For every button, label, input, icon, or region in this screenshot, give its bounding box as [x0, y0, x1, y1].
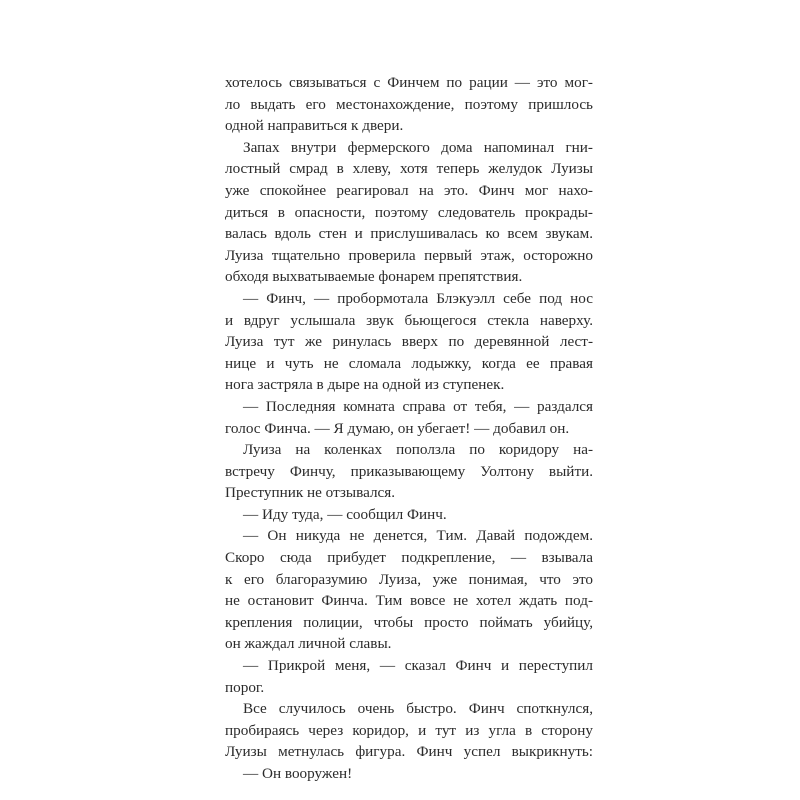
- text-line: встречу Финчу, приказывающему Уолтону выйти.: [225, 462, 593, 480]
- text-line: обходя выхватываемые фонарем препятствия.: [225, 268, 523, 286]
- text-line: хотелось связываться с Финчем по рации — это мог-: [225, 74, 593, 91]
- text-line: одной направиться к двери.: [225, 117, 404, 135]
- text-line: не остановит Финча. Тим вовсе не хотел ждать под-: [225, 592, 593, 610]
- text-line: Запах внутри фермерского дома напоминал гни-: [243, 138, 593, 156]
- text-line: ло выдать его местонахождение, поэтому пришлось: [225, 95, 593, 113]
- text-line: порог.: [225, 678, 265, 696]
- text-line: валась вдоль стен и прислушивалась ко всем звукам.: [225, 225, 593, 243]
- page-text: [225, 72, 593, 785]
- text-line: уже спокойнее реагировал на это. Финч мог нахо-: [225, 181, 593, 199]
- text-line: — Иду туда, — сообщил Финч.: [243, 505, 447, 523]
- text-line: и вдруг услышала звук бьющегося стекла наверху.: [225, 311, 593, 329]
- text-line: Луиза тщательно проверила первый этаж, осторожно: [225, 246, 593, 264]
- text-line: Луиза тут же ринулась вверх по деревянной лест-: [225, 333, 593, 351]
- text-line: он жаждал личной славы.: [225, 635, 392, 653]
- text-line: Преступник не отзывался.: [225, 484, 396, 502]
- text-line: — Прикрой меня, — сказал Финч и переступил: [243, 657, 593, 675]
- text-line: нице и чуть не сломала лодыжку, когда ее правая: [225, 354, 593, 372]
- text-line: — Он вооружен!: [243, 765, 353, 782]
- text-line: Луизы метнулась фигура. Финч успел выкрикнуть:: [225, 743, 593, 761]
- text-line: нога застряла в дыре на одной из ступенек.: [225, 376, 505, 394]
- text-line: Луиза на коленках поползла по коридору на-: [243, 441, 593, 459]
- text-line: — Он никуда не денется, Тим. Давай подождем.: [243, 527, 593, 545]
- text-line: — Последняя комната справа от тебя, — раздался: [243, 397, 593, 415]
- text-line: Все случилось очень быстро. Финч споткнулся,: [243, 700, 593, 718]
- text-line: крепления полиции, чтобы просто поймать убийцу,: [225, 613, 593, 631]
- text-line: диться в опасности, поэтому следователь прокрады-: [225, 203, 593, 221]
- text-line: — Финч, — пробормотала Блэкуэлл себе под нос: [243, 289, 593, 307]
- text-line: пробираясь через коридор, и тут из угла в сторону: [225, 721, 593, 739]
- text-line: лостный смрад в хлеву, хотя теперь желудок Луизы: [225, 160, 593, 178]
- text-line: Скоро сюда прибудет подкрепление, — взывала: [225, 549, 593, 567]
- text-line: голос Финча. — Я думаю, он убегает! — добавил он.: [225, 419, 570, 437]
- text-line: к его благоразумию Луиза, уже понимая, что это: [225, 570, 593, 588]
